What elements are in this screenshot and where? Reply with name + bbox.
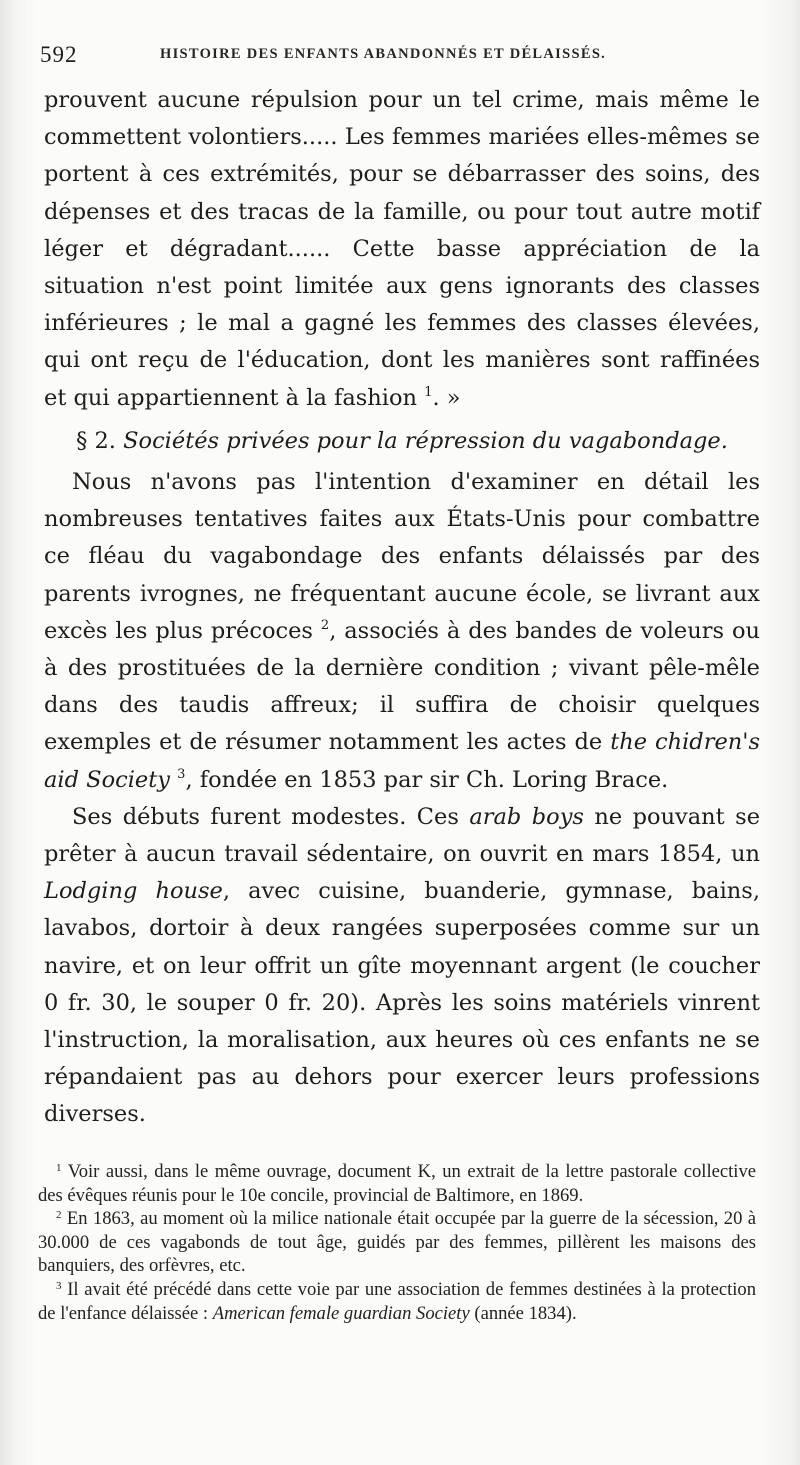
footnote-text: (année 1834). xyxy=(474,1302,577,1324)
footnote-ref: 1 xyxy=(424,384,433,400)
footnote-ref: 2 xyxy=(320,617,330,633)
paragraph-text: , avec cuisine, buanderie, gymnase, bains, lavabos, dortoir à deux rangées superposées comme sur un navire, et on leur offrit un gîte moyennant argent (le coucher 0 fr. 30, le souper 0 fr. 20). Après les soins matériels vinrent l'instruction, la moralisation, aux heures où ces enfants ne se répandaient pas au dehors pour exercer leurs professions diverses. xyxy=(44,878,760,1128)
paragraph xyxy=(44,799,760,1134)
footnote-text: Voir aussi, dans le même ouvrage, document K, un extrait de la lettre pastorale collective des évêques réunis pour le 10e concile, provincial de Baltimore, en 1869. xyxy=(38,1161,757,1206)
paragraph-text: ne pouvant se prêter à aucun travail sédentaire, on ouvrit en mars 1854, un xyxy=(44,803,761,868)
footnote-mark: 3 xyxy=(56,1279,62,1292)
paragraph-text: Nous n'avons pas l'intention d'examiner en détail les nombreuses tentatives faites aux États-Unis pour combattre ce fléau du vagabondage des enfants délaissés par des parents ivrognes, ne fréquentant aucune école, se livrant aux excès les plus précoces xyxy=(44,469,760,644)
running-title: HISTOIRE DES ENFANTS ABANDONNÉS ET DÉLAISSÉS. xyxy=(160,46,607,62)
footnote-text: En 1863, au moment où la milice nationale était occupée par la guerre de la sécession, 20 à 30.000 de ces vagabonds de tout âge, guidés par des femmes, pillèrent les maisons des banquiers, des orfèvres, etc. xyxy=(38,1208,756,1277)
section-title: Sociétés privées pour la répression du vagabondage. xyxy=(123,427,728,454)
paragraph-text: , fondée en 1853 par sir Ch. Loring Brace. xyxy=(185,766,669,793)
paragraph-continuation xyxy=(44,82,760,417)
footnote-text: Il avait été précédé dans cette voie par une association de femmes destinées à la protection de l'enfance délaissée : xyxy=(38,1278,757,1324)
page-header xyxy=(40,42,760,72)
footnote-ref: 3 xyxy=(177,766,186,782)
main-text xyxy=(44,82,760,1134)
paragraph-text: prouvent aucune répulsion pour un tel crime, mais même le commettent volontiers..... Les femmes mariées elles-mêmes se portent à ces extrémités, pour se débarrasser des soins, des dépenses et des tracas de la famille, ou pour tout autre motif léger et dégradant...... Cette basse appréciation de la situation n'est point limitée aux gens ignorants des classes inférieures ; le mal a gagné les femmes des classes élevées, qui ont reçu de l'éducation, dont les manières sont raffinées et qui appartiennent à la fashion xyxy=(44,87,760,411)
footnote-mark: 1 xyxy=(56,1162,62,1174)
footnote-1 xyxy=(38,1160,756,1207)
footnote-mark: 2 xyxy=(56,1209,62,1222)
italic-title: American female guardian Society xyxy=(212,1302,470,1324)
footnotes xyxy=(38,1160,756,1325)
section-number: § 2. xyxy=(76,427,116,454)
page-number: 592 xyxy=(40,42,78,67)
paragraph-end: . » xyxy=(432,384,461,411)
italic-term: arab boys xyxy=(469,803,584,830)
paragraph-text: , associés à des bandes de voleurs ou à des prostituées de la dernière condition ; vivant pêle-mêle dans des taudis affreux; il suffira de choisir quelques exemples et de résumer notamment les actes de xyxy=(44,617,760,756)
footnote-3 xyxy=(38,1278,756,1325)
paragraph xyxy=(44,464,760,799)
italic-title: the chidren's aid Society xyxy=(44,729,761,793)
footnote-2 xyxy=(38,1207,756,1278)
paragraph-text: Ses débuts furent modestes. Ces xyxy=(72,803,459,830)
italic-term: Lodging house xyxy=(44,878,223,905)
section-heading xyxy=(44,423,760,460)
